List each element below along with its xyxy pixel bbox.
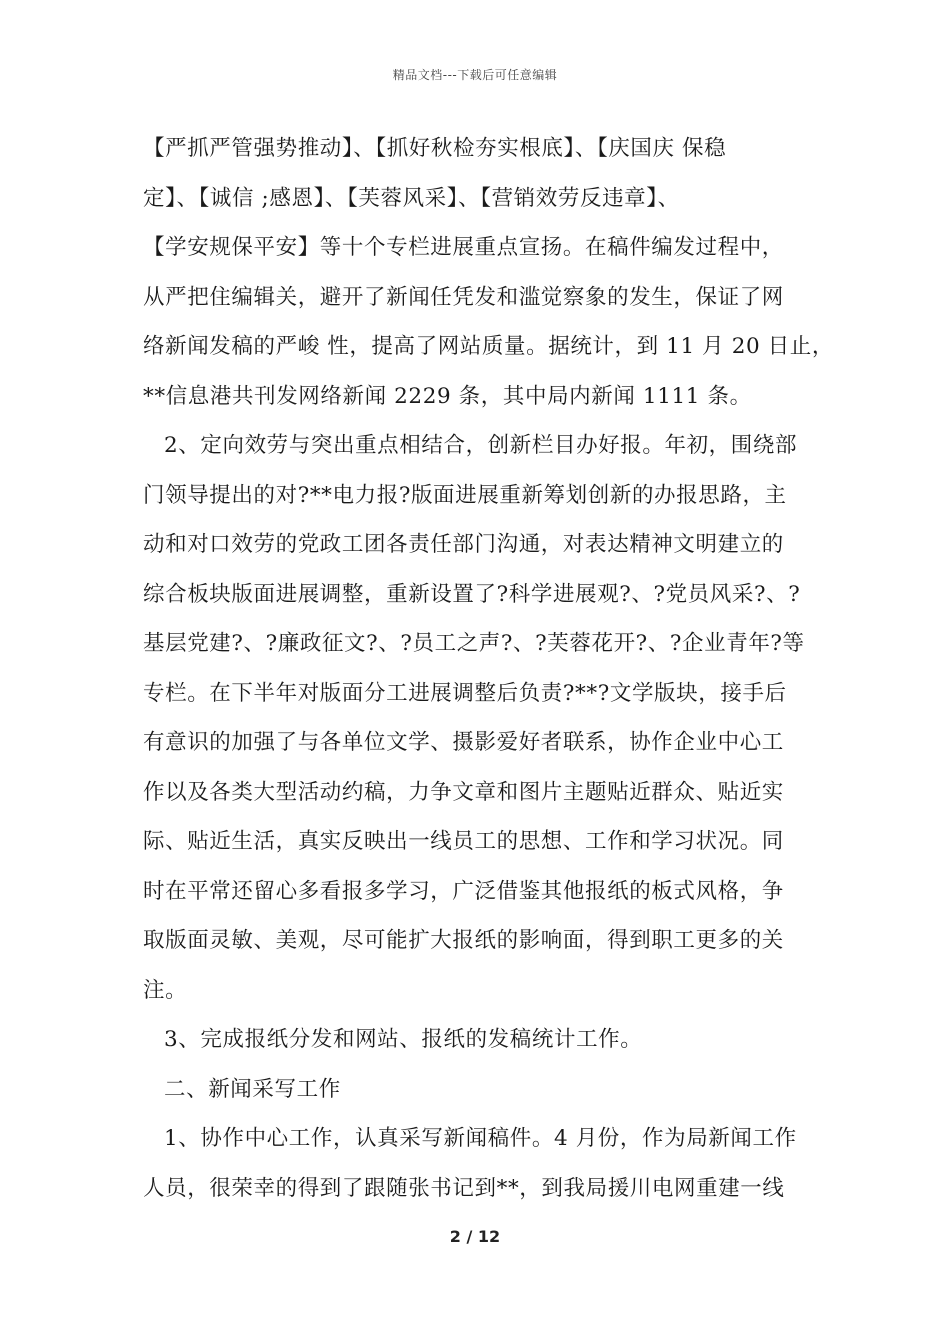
text-line: **信息港共刊发网络新闻 2229 条，其中局内新闻 1111 条。	[143, 383, 752, 409]
text-line: 综合板块版面进展调整，重新设置了?科学进展观?、?党员风采?、?	[143, 581, 801, 607]
text-line: 定】、【诚信 ;感恩】、【芙蓉风采】、【营销效劳反违章】、	[143, 185, 680, 211]
text-line: 专栏。在下半年对版面分工进展调整后负责?**?文学版块，接手后	[143, 680, 787, 706]
text-line: 【严抓严管强势推动】、【抓好秋检夯实根底】、【庆国庆 保稳	[143, 136, 727, 161]
document-body	[143, 124, 834, 1213]
text-line: 【学安规保平安】等十个专栏进展重点宣扬。在稿件编发过程中，	[143, 235, 784, 260]
text-line: 门领导提出的对?**电力报?版面进展重新筹划创新的办报思路，主	[143, 482, 787, 508]
text-line: 作以及各类大型活动约稿，力争文章和图片主题贴近群众、贴近实	[143, 779, 784, 805]
paragraph-start-line: 2、定向效劳与突出重点相结合，创新栏目办好报。年初，围绕部	[164, 433, 798, 458]
document-header: 精品文档---下载后可任意编辑	[392, 68, 558, 82]
text-line: 际、贴近生活，真实反映出一线员工的思想、工作和学习状况。同	[143, 829, 784, 854]
text-line: 动和对口效劳的党政工团各责任部门沟通，对表达精神文明建立的	[143, 532, 784, 557]
text-line: 基层党建?、?廉政征文?、?员工之声?、?芙蓉花开?、?企业青年?等	[143, 631, 805, 656]
section-heading: 二、新闻采写工作	[164, 1076, 341, 1102]
paragraph-start-line: 1、协作中心工作，认真采写新闻稿件。4 月份，作为局新闻工作	[164, 1126, 797, 1151]
text-line: 时在平常还留心多看报多学习，广泛借鉴其他报纸的板式风格，争	[143, 878, 784, 904]
text-line: 从严把住编辑关，避开了新闻任凭发和滥觉察象的发生，保证了网	[143, 284, 784, 310]
text-line: 取版面灵敏、美观，尽可能扩大报纸的影响面，得到职工更多的关	[143, 928, 784, 953]
text-line: 络新闻发稿的严峻 性，提高了网站质量。据统计，到 11 月 20 日止，	[143, 334, 834, 359]
text-line: 注。	[143, 977, 188, 1003]
page-number: 2 / 12	[449, 1227, 501, 1246]
paragraph-start-line: 3、完成报纸分发和网站、报纸的发稿统计工作。	[164, 1027, 643, 1052]
text-line: 有意识的加强了与各单位文学、摄影爱好者联系，协作企业中心工	[143, 730, 784, 755]
text-line: 人员，很荣幸的得到了跟随张书记到**，到我局援川电网重建一线	[143, 1175, 785, 1201]
